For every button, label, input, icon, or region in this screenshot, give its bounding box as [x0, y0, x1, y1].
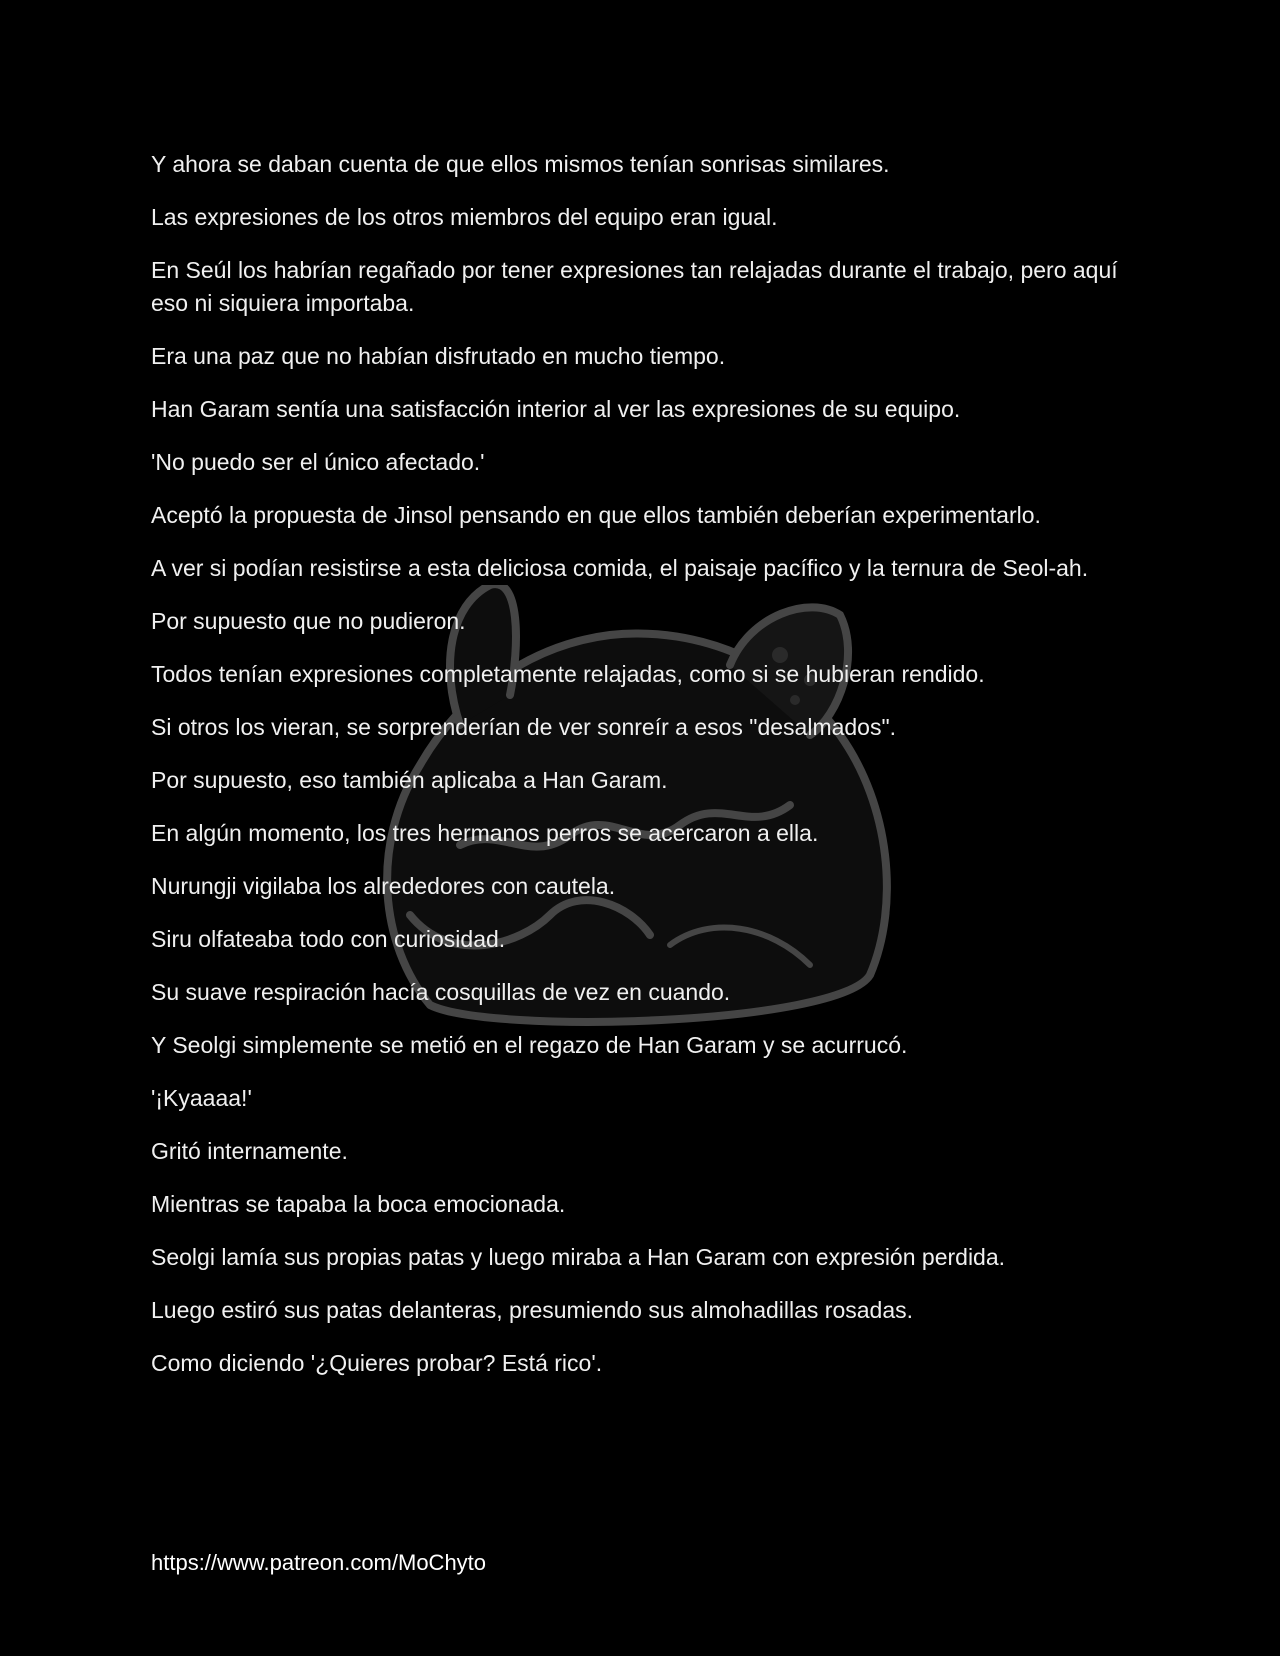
paragraph: Por supuesto que no pudieron. — [151, 608, 466, 634]
paragraph: Por supuesto, eso también aplicaba a Han Garam. — [151, 767, 668, 793]
paragraph: 'No puedo ser el único afectado.' — [151, 449, 485, 475]
paragraph: Gritó internamente. — [151, 1138, 348, 1164]
paragraph: Si otros los vieran, se sorprenderían de ver sonreír a esos "desalmados". — [151, 714, 897, 740]
story-text — [151, 148, 1151, 1400]
paragraph: Luego estiró sus patas delanteras, presumiendo sus almohadillas rosadas. — [151, 1297, 913, 1323]
paragraph: Las expresiones de los otros miembros del equipo eran igual. — [151, 204, 778, 230]
paragraph: En algún momento, los tres hermanos perros se acercaron a ella. — [151, 820, 819, 846]
paragraph: Todos tenían expresiones completamente relajadas, como si se hubieran rendido. — [151, 661, 985, 687]
paragraph: Seolgi lamía sus propias patas y luego miraba a Han Garam con expresión perdida. — [151, 1244, 1006, 1270]
paragraph: Aceptó la propuesta de Jinsol pensando en que ellos también deberían experimentarlo. — [151, 502, 1041, 528]
paragraph: Nurungji vigilaba los alrededores con cautela. — [151, 873, 616, 899]
paragraph: En Seúl los habrían regañado por tener expresiones tan relajadas durante el trabajo, pero aquí eso ni siquiera importaba. — [151, 257, 1118, 316]
paragraph: A ver si podían resistirse a esta deliciosa comida, el paisaje pacífico y la ternura de Seol-ah. — [151, 555, 1089, 581]
paragraph: Siru olfateaba todo con curiosidad. — [151, 926, 506, 952]
paragraph: Han Garam sentía una satisfacción interior al ver las expresiones de su equipo. — [151, 396, 961, 422]
paragraph: Mientras se tapaba la boca emocionada. — [151, 1191, 566, 1217]
paragraph: Y Seolgi simplemente se metió en el regazo de Han Garam y se acurrucó. — [151, 1032, 908, 1058]
paragraph: '¡Kyaaaa!' — [151, 1085, 252, 1111]
paragraph: Como diciendo '¿Quieres probar? Está rico'. — [151, 1350, 603, 1376]
patreon-link[interactable]: https://www.patreon.com/MoChyto — [151, 1550, 487, 1575]
paragraph: Su suave respiración hacía cosquillas de vez en cuando. — [151, 979, 731, 1005]
paragraph: Y ahora se daban cuenta de que ellos mismos tenían sonrisas similares. — [151, 151, 890, 177]
paragraph: Era una paz que no habían disfrutado en mucho tiempo. — [151, 343, 726, 369]
